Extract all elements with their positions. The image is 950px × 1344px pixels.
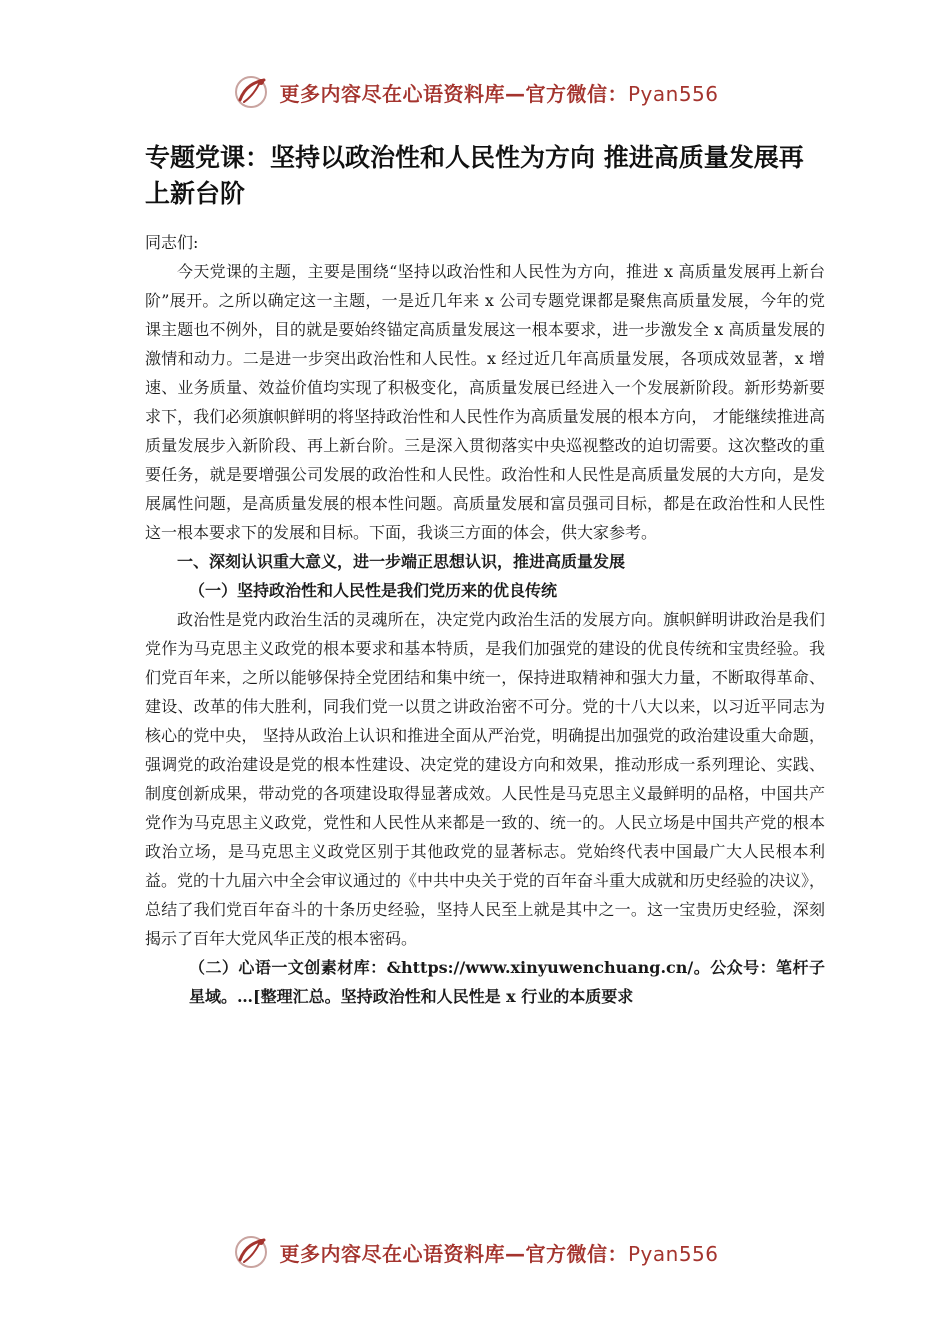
- document-title: 专题党课：坚持以政治性和人民性为方向 推进高质量发展再上新台阶: [145, 143, 804, 208]
- logo-icon: [231, 1232, 271, 1272]
- section-heading-1: 一、深刻认识重大意义，进一步端正思想认识，推进高质量发展: [177, 552, 626, 571]
- document-body: [145, 228, 825, 1011]
- banner-label: 更多内容尽在心语资料库—官方微信：: [279, 1241, 628, 1266]
- paragraph-intro: 今天党课的主题，主要是围绕“坚持以政治性和人民性为方向，推进 x 高质量发展再上新台阶”展开。之所以确定这一主题，一是近几年来 x 公司专题党课都是聚焦高质量发展，今年的党课主题也不例外，目的就是要始终锚定高质量发展这一根本要求，进一步激发全 x 高质量发展的激情和动力。二是进一步突出政治性和人民性。x 经过近几年高质量发展，各项成效显著，x 增速、业务质量、效益价值均实现了积极变化，高质量发展已经进入一个发展新阶段。新形势新要求下，我们必须旗帜鲜明的将坚持政治性和人民性作为高质量发展的根本方向， 才能继续推进高质量发展步入新阶段、再上新台阶。三是深入贯彻落实中央巡视整改的迫切需要。这次整改的重要任务，就是要增强公司发展的政治性和人民性。政治性和人民性是高质量发展的大方向，是发展属性问题，是高质量发展的根本性问题。高质量发展和富员强司目标，都是在政治性和人民性这一根本要求下的发展和目标。下面，我谈三方面的体会，供大家参考。: [145, 262, 825, 542]
- banner-wechat-id: Pyan556: [627, 81, 719, 106]
- sub-heading-1: （一）坚持政治性和人民性是我们党历来的优良传统: [189, 581, 558, 600]
- footer-banner: [0, 1230, 950, 1274]
- logo-icon: [231, 72, 271, 112]
- greeting: 同志们:: [145, 233, 199, 252]
- banner-label: 更多内容尽在心语资料库—官方微信：: [279, 81, 628, 106]
- header-banner: [0, 70, 950, 114]
- sub-heading-2: （二）心语一文创素材库：&https://www.xinyuwenchuang.cn/。公众号：笔杆子星域。…[整理汇总。坚持政治性和人民性是 x 行业的本质要求: [189, 958, 825, 1006]
- banner-wechat-id: Pyan556: [627, 1241, 719, 1266]
- banner-text: [279, 78, 718, 107]
- banner-text: [279, 1238, 718, 1267]
- paragraph-body-1: 政治性是党内政治生活的灵魂所在，决定党内政治生活的发展方向。旗帜鲜明讲政治是我们党作为马克思主义政党的根本要求和基本特质，是我们加强党的建设的优良传统和宝贵经验。我们党百年来，之所以能够保持全党团结和集中统一，保持进取精神和强大力量，不断取得革命、建设、改革的伟大胜利，同我们党一以贯之讲政治密不可分。党的十八大以来，以习近平同志为核心的党中央， 坚持从政治上认识和推进全面从严治党，明确提出加强党的政治建设重大命题， 强调党的政治建设是党的根本性建设、决定党的建设方向和效果，推动形成一系列理论、实践、制度创新成果，带动党的各项建设取得显著成效。人民性是马克思主义最鲜明的品格，中国共产党作为马克思主义政党，党性和人民性从来都是一致的、统一的。人民立场是中国共产党的根本政治立场，是马克思主义政党区别于其他政党的显著标志。党始终代表中国最广大人民根本利益。党的十九届六中全会审议通过的《中共中央关于党的百年奋斗重大成就和历史经验的决议》， 总结了我们党百年奋斗的十条历史经验，坚持人民至上就是其中之一。这一宝贵历史经验，深刻揭示了百年大党风华正茂的根本密码。: [145, 610, 826, 948]
